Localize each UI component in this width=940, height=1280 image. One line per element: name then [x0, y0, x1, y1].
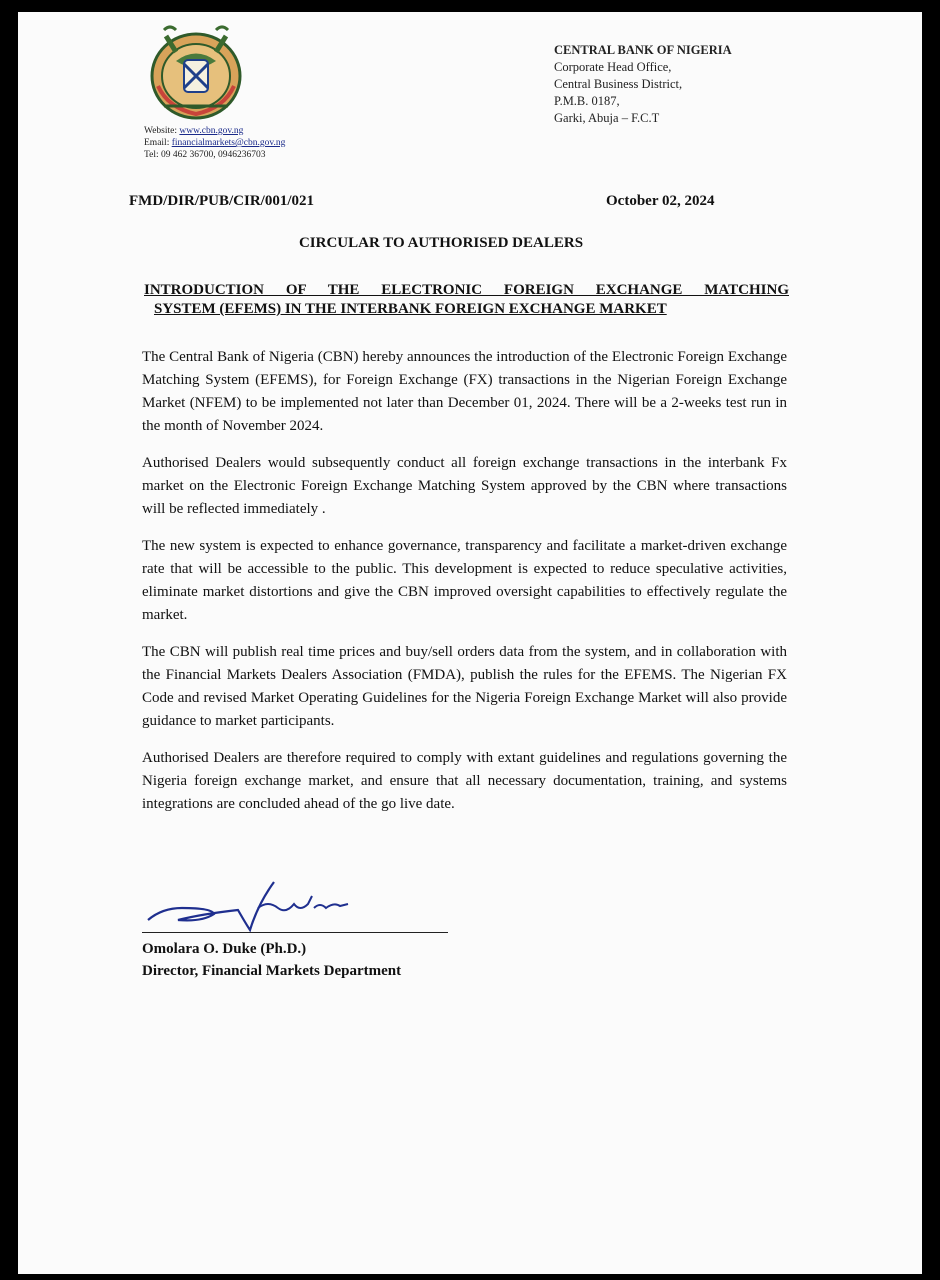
letter-body — [142, 346, 787, 830]
subject-line-1: INTRODUCTION OF THE ELECTRONIC FOREIGN EXCHANGE MATCHING — [144, 282, 789, 298]
body-paragraph: The CBN will publish real time prices and buy/sell orders data from the system, and in collaboration with the Financial Markets Dealers Association (FMDA), publish the rules for the EFEMS. The Nigerian FX Code and revised Market Operating Guidelines for the Nigeria Foreign Exchange Market will also provide guidance to market participants. — [142, 644, 787, 729]
body-paragraph: Authorised Dealers would subsequently conduct all foreign exchange transactions in the interbank Fx market on the Electronic Foreign Exchange Matching System approved by the CBN where transactions will be reflected immediately . — [142, 455, 787, 517]
signatory-name: Omolara O. Duke (Ph.D.) — [142, 941, 307, 957]
address-line: Central Business District, — [554, 77, 683, 91]
body-paragraph: The Central Bank of Nigeria (CBN) hereby announces the introduction of the Electronic Foreign Exchange Matching System (EFEMS), for Foreign Exchange (FX) transactions in the Nigerian Foreign Exchange Market (NFEM) to be implemented not later than December 01, 2024. There will be a 2-weeks test run in the month of November 2024. — [142, 349, 787, 434]
address-line: Garki, Abuja – F.C.T — [554, 111, 660, 125]
website-line: Website: www.cbn.gov.ng — [144, 126, 244, 136]
website-link[interactable]: www.cbn.gov.ng — [179, 126, 244, 136]
contact-block — [144, 125, 285, 161]
circular-heading: CIRCULAR TO AUTHORISED DEALERS — [298, 235, 584, 251]
cbn-crest-icon — [146, 16, 246, 122]
signatory-block — [142, 938, 401, 982]
tel-line: Tel: 09 462 36700, 0946236703 — [144, 150, 266, 160]
bank-name: CENTRAL BANK OF NIGERIA — [554, 43, 732, 57]
reference-number: FMD/DIR/PUB/CIR/001/021 — [129, 193, 314, 209]
body-paragraph: Authorised Dealers are therefore required to comply with extant guidelines and regulations governing the Nigeria foreign exchange market, and ensure that all necessary documentation, training, and systems integrations are concluded ahead of the go live date. — [142, 750, 787, 812]
letter-date: October 02, 2024 — [606, 193, 715, 209]
body-paragraph: The new system is expected to enhance governance, transparency and facilitate a market-driven exchange rate that will be accessible to the public. This development is expected to reduce speculative activities, eliminate market distortions and give the CBN improved oversight capabilities to effectively regulate the market. — [142, 538, 787, 623]
email-link[interactable]: financialmarkets@cbn.gov.ng — [171, 138, 286, 148]
address-line: Corporate Head Office, — [554, 60, 672, 74]
handwritten-signature — [142, 874, 362, 932]
subject-line-2: SYSTEM (EFEMS) IN THE INTERBANK FOREIGN EXCHANGE MARKET — [154, 301, 667, 317]
email-line: Email: financialmarkets@cbn.gov.ng — [144, 138, 286, 148]
signature-line — [142, 932, 448, 933]
letter-page — [18, 12, 922, 1274]
bank-address — [554, 42, 732, 127]
signatory-title: Director, Financial Markets Department — [142, 963, 402, 979]
address-line: P.M.B. 0187, — [554, 94, 620, 108]
subject-heading — [144, 281, 789, 319]
